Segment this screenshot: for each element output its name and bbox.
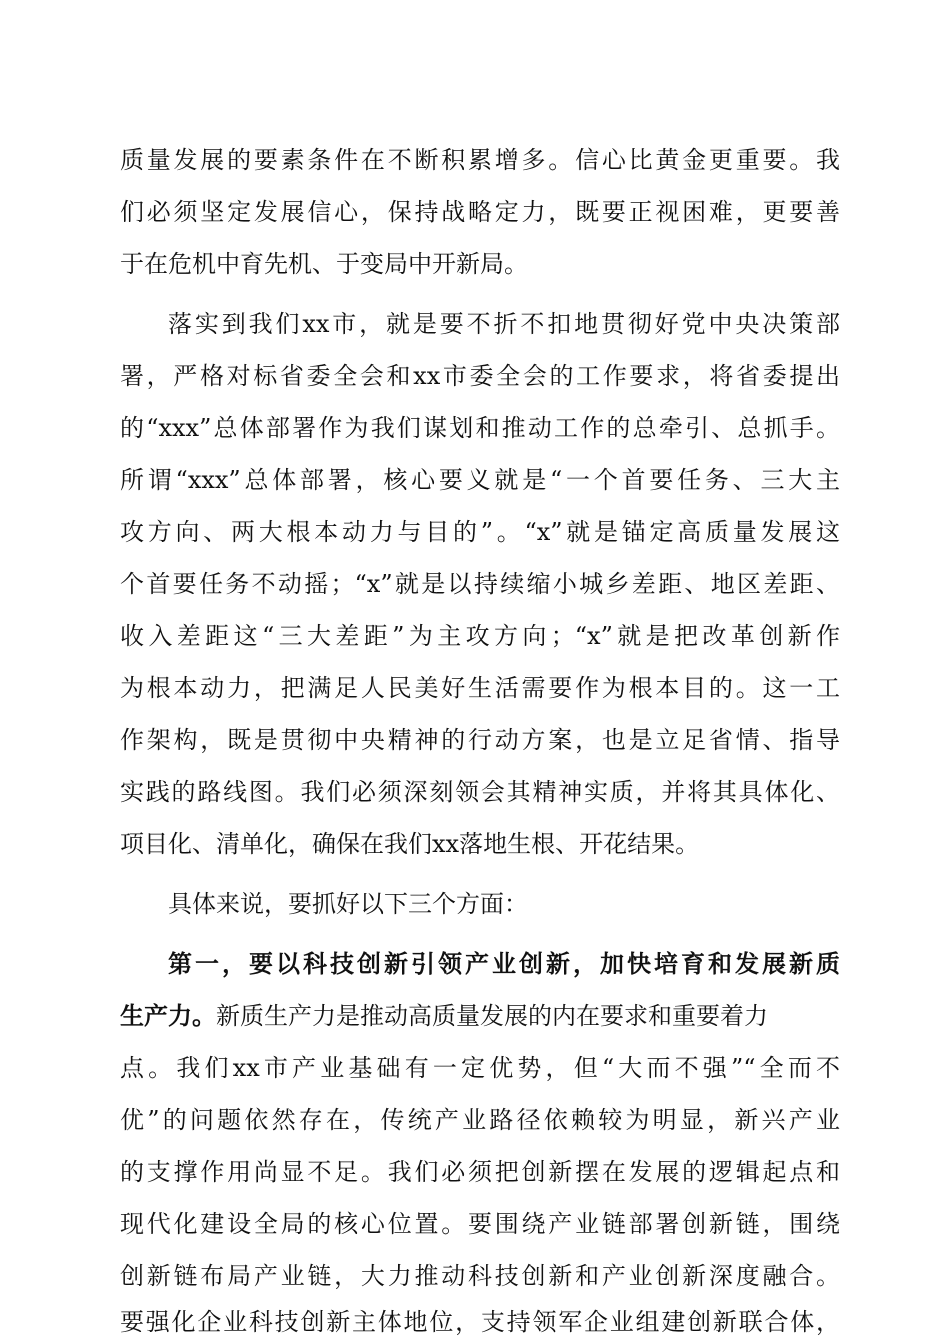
text-line-20: 的支撑作用尚显不足。我们必须把创新摆在发展的逻辑起点和 [120, 1158, 840, 1186]
text-line-1: 质量发展的要素条件在不断积累增多。信心比黄金更重要。我 [120, 146, 840, 174]
text-line-13: 实践的路线图。我们必须深刻领会其精神实质，并将其具体化、 [120, 778, 840, 806]
text-line-19: 优”的问题依然存在，传统产业路径依赖较为明显，新兴产业 [120, 1106, 840, 1134]
text-line-11: 为根本动力，把满足人民美好生活需要作为根本目的。这一工 [120, 674, 840, 702]
section-heading-line-2: 生产力。 [120, 1001, 216, 1030]
text-line-22: 创新链布局产业链，大力推动科技创新和产业创新深度融合。 [120, 1262, 840, 1290]
text-line-23: 要强化企业科技创新主体地位，支持领军企业组建创新联合体， [120, 1308, 840, 1336]
text-line-4: 落实到我们xx市，就是要不折不扣地贯彻好党中央决策部 [168, 310, 840, 338]
text-line-6: 的“xxx”总体部署作为我们谋划和推动工作的总牵引、总抓手。 [120, 414, 840, 442]
text-line-18: 点。我们xx市产业基础有一定优势，但“大而不强”“全而不 [120, 1054, 840, 1082]
text-line-17-body: 新质生产力是推动高质量发展的内在要求和重要着力 [216, 1002, 768, 1030]
text-line-8: 攻方向、两大根本动力与目的”。“x”就是锚定高质量发展这 [120, 518, 840, 546]
text-line-14: 项目化、清单化，确保在我们xx落地生根、开花结果。 [120, 830, 700, 858]
text-line-15: 具体来说，要抓好以下三个方面： [168, 890, 528, 918]
text-line-21: 现代化建设全局的核心位置。要围绕产业链部署创新链，围绕 [120, 1210, 840, 1238]
section-heading-line-1: 第一，要以科技创新引领产业创新，加快培育和发展新质 [168, 949, 840, 978]
text-line-10: 收入差距这“三大差距”为主攻方向；“x”就是把改革创新作 [120, 622, 840, 650]
text-line-5: 署，严格对标省委全会和xx市委全会的工作要求，将省委提出 [120, 362, 840, 390]
text-line-7: 所谓“xxx”总体部署，核心要义就是“一个首要任务、三大主 [120, 466, 840, 494]
text-line-9: 个首要任务不动摇；“x”就是以持续缩小城乡差距、地区差距、 [120, 570, 840, 598]
text-line-17 [120, 990, 840, 1042]
text-line-2: 们必须坚定发展信心，保持战略定力，既要正视困难，更要善 [120, 198, 840, 226]
text-line-12: 作架构，既是贯彻中央精神的行动方案，也是立足省情、指导 [120, 726, 840, 754]
text-line-3: 于在危机中育先机、于变局中开新局。 [120, 250, 528, 278]
